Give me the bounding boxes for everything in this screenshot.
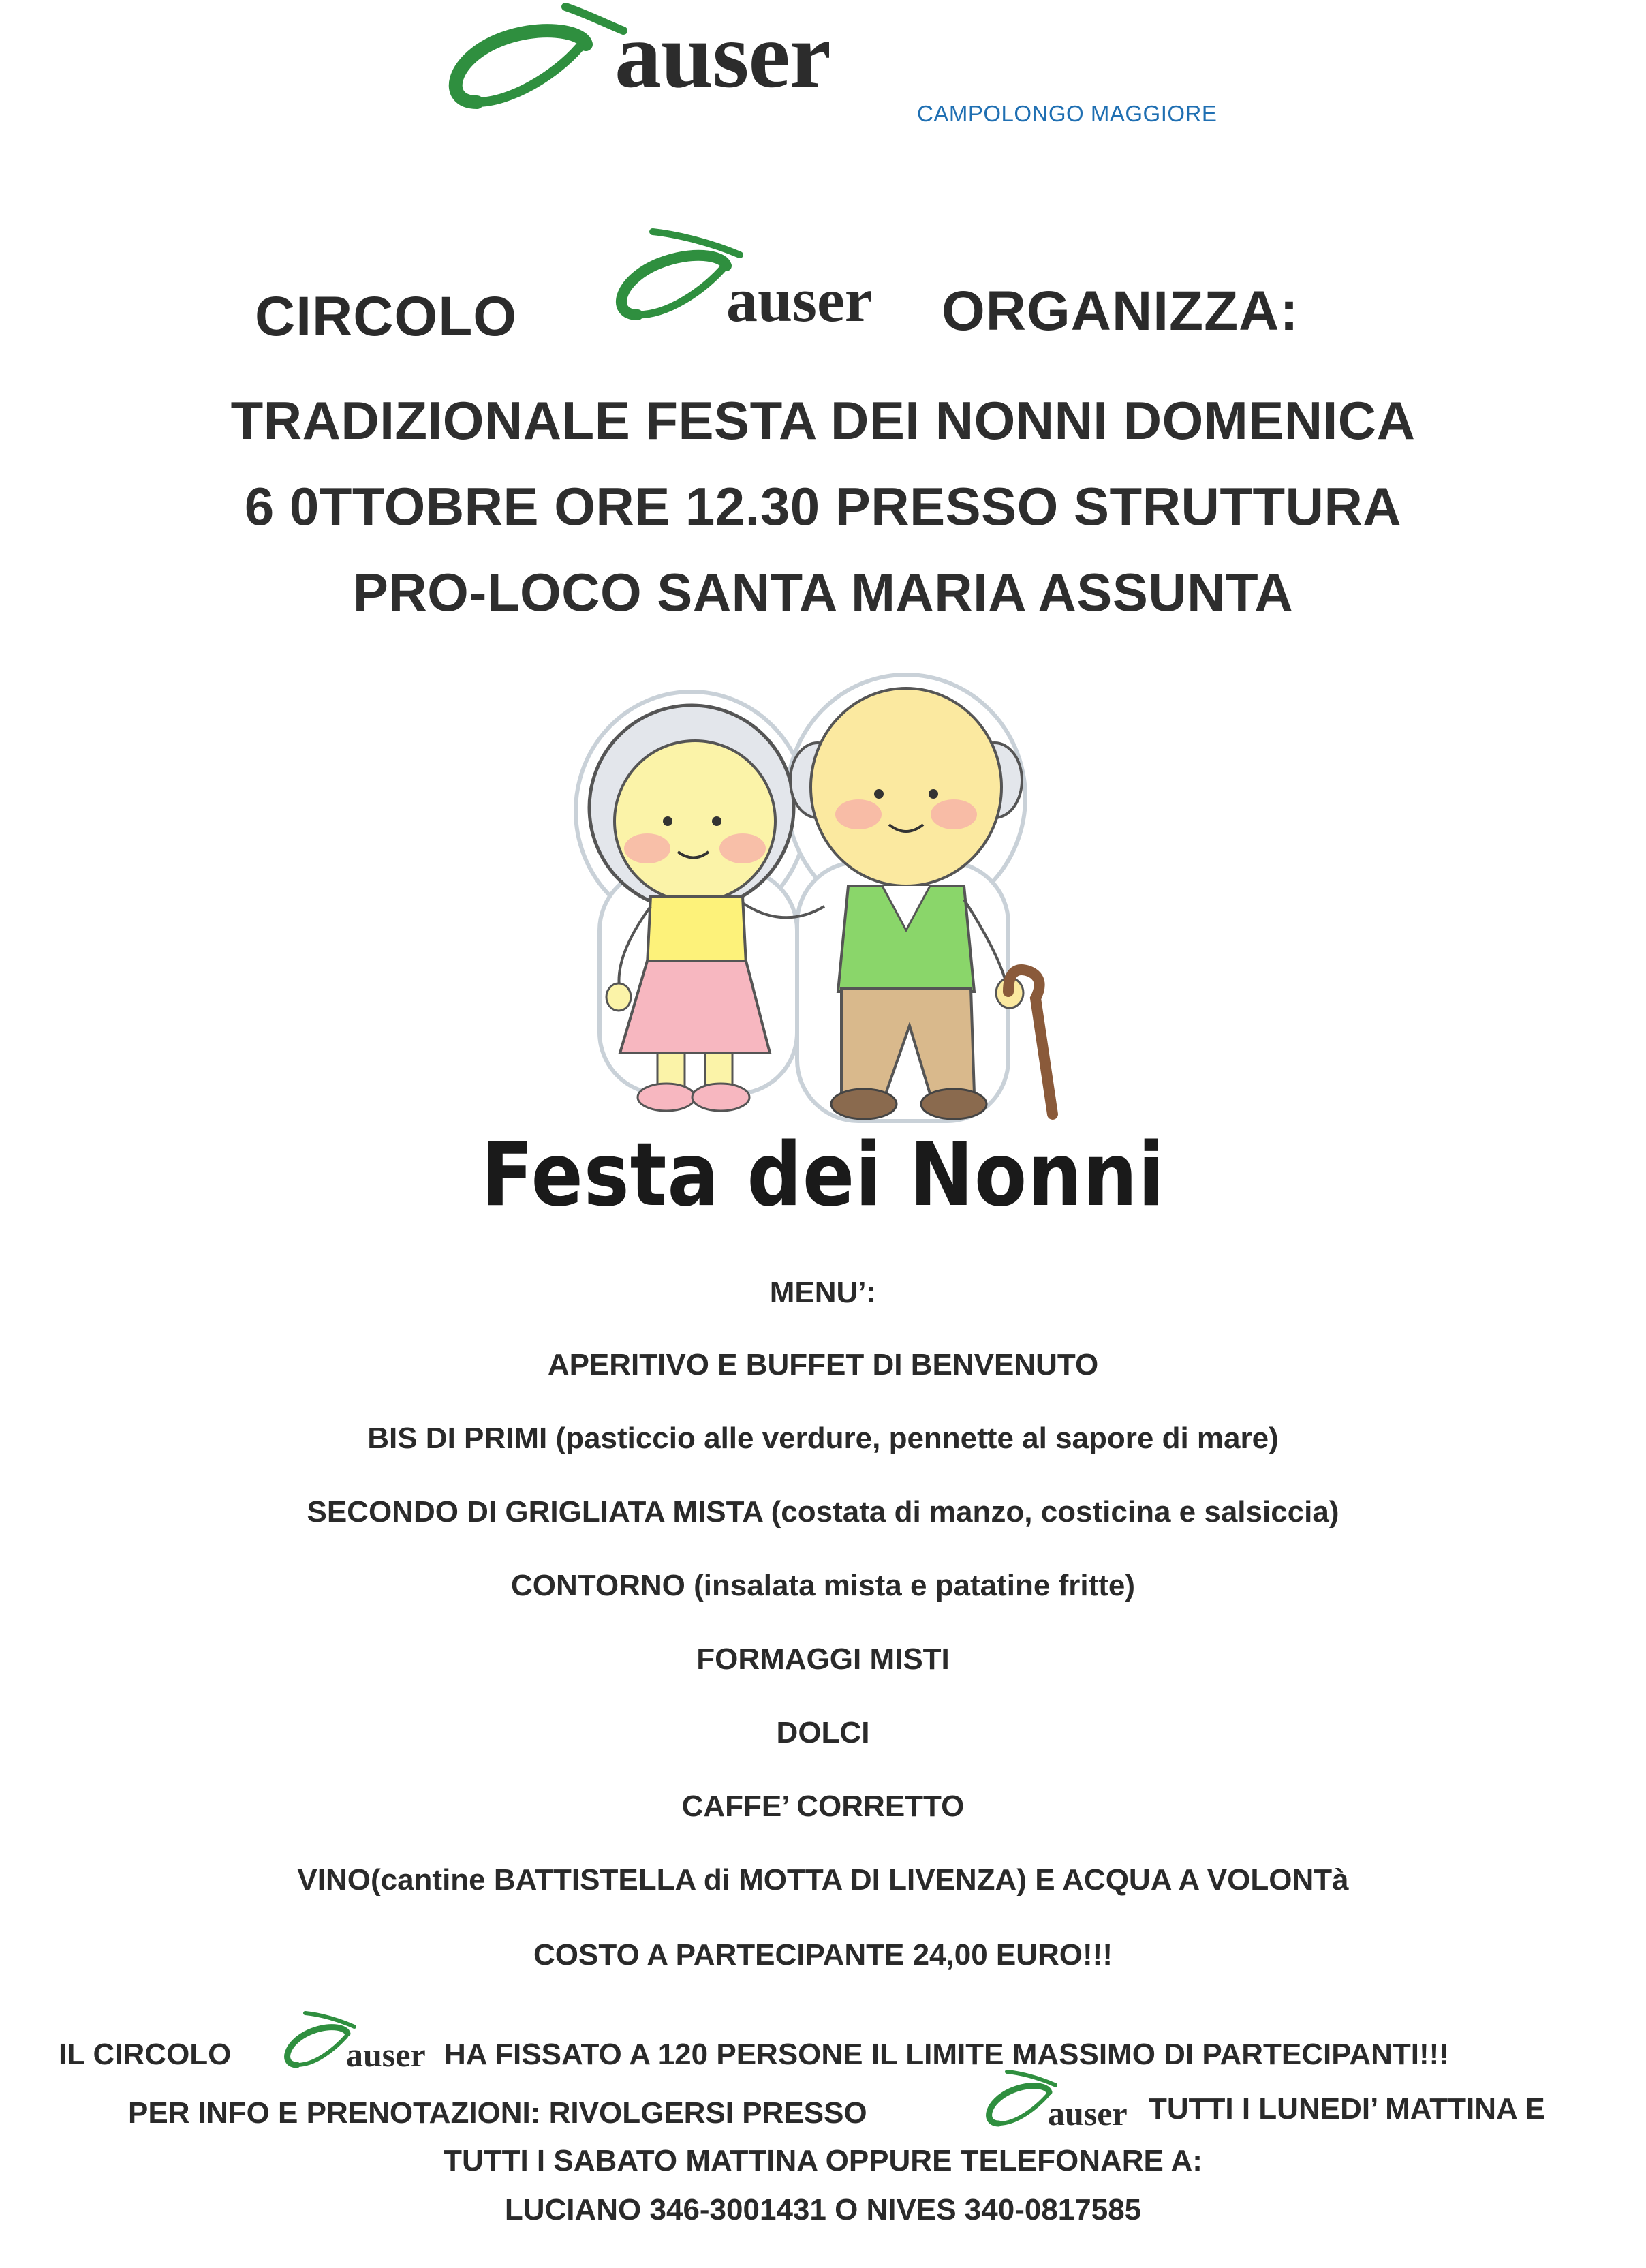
- footer-limit-before: IL CIRCOLO: [59, 2038, 232, 2071]
- menu-item: BIS DI PRIMI (pasticcio alle verdure, pennette al sapore di mare): [367, 1422, 1279, 1455]
- auser-swoosh-icon: [982, 2068, 1057, 2143]
- header-logo-text: auser: [615, 3, 830, 107]
- auser-swoosh-icon: [436, 0, 640, 136]
- menu-item: SECONDO DI GRIGLIATA MISTA (costata di manzo, costicina e salsiccia): [307, 1495, 1339, 1529]
- circolo-after-text: ORGANIZZA:: [942, 280, 1299, 342]
- auser-swoosh-icon: [281, 2009, 356, 2084]
- footer-info-after: TUTTI I LUNEDI’ MATTINA E: [1149, 2092, 1545, 2126]
- menu-item: CAFFE’ CORRETTO: [681, 1790, 965, 1823]
- footer-info-logo: [982, 2068, 1146, 2143]
- grandparents-illustration: [538, 671, 1097, 1141]
- header-logo: [436, 0, 927, 136]
- footer-line-4: LUCIANO 346-3001431 O NIVES 340-0817585: [504, 2193, 1142, 2226]
- menu-item-cost: COSTO A PARTECIPANTE 24,00 EURO!!!: [533, 1938, 1113, 1972]
- headline-line-1: TRADIZIONALE FESTA DEI NONNI DOMENICA: [230, 390, 1416, 450]
- footer-limit-logo-text: auser: [346, 2036, 426, 2074]
- footer-limit-logo: [281, 2009, 444, 2084]
- menu-item: FORMAGGI MISTI: [696, 1642, 950, 1676]
- menu-item: VINO(cantine BATTISTELLA di MOTTA DI LIVENZA) E ACQUA A VOLONTà: [297, 1863, 1349, 1897]
- headline-line-2: 6 0TTOBRE ORE 12.30 PRESSO STRUTTURA: [244, 476, 1402, 536]
- festa-title: Festa dei Nonni: [481, 1124, 1165, 1226]
- circolo-logo: [610, 226, 924, 342]
- header-subtitle: CAMPOLONGO MAGGIORE: [917, 101, 1217, 126]
- menu-item: DOLCI: [776, 1716, 870, 1749]
- footer-limit-after: HA FISSATO A 120 PERSONE IL LIMITE MASSIMO DI PARTECIPANTI!!!: [444, 2038, 1449, 2071]
- menu-item: CONTORNO (insalata mista e patatine fritte): [510, 1569, 1136, 1602]
- footer-info-logo-text: auser: [1048, 2094, 1128, 2132]
- circolo-logo-text: auser: [726, 265, 873, 335]
- menu-item: APERITIVO E BUFFET DI BENVENUTO: [547, 1348, 1099, 1381]
- circolo-before-text: CIRCOLO: [255, 286, 518, 348]
- headline-line-3: PRO-LOCO SANTA MARIA ASSUNTA: [352, 562, 1294, 622]
- menu-heading: MENU’:: [769, 1276, 877, 1309]
- footer-info-before: PER INFO E PRENOTAZIONI: RIVOLGERSI PRESSO: [128, 2096, 867, 2130]
- footer-line-3: TUTTI I SABATO MATTINA OPPURE TELEFONARE A:: [444, 2144, 1202, 2177]
